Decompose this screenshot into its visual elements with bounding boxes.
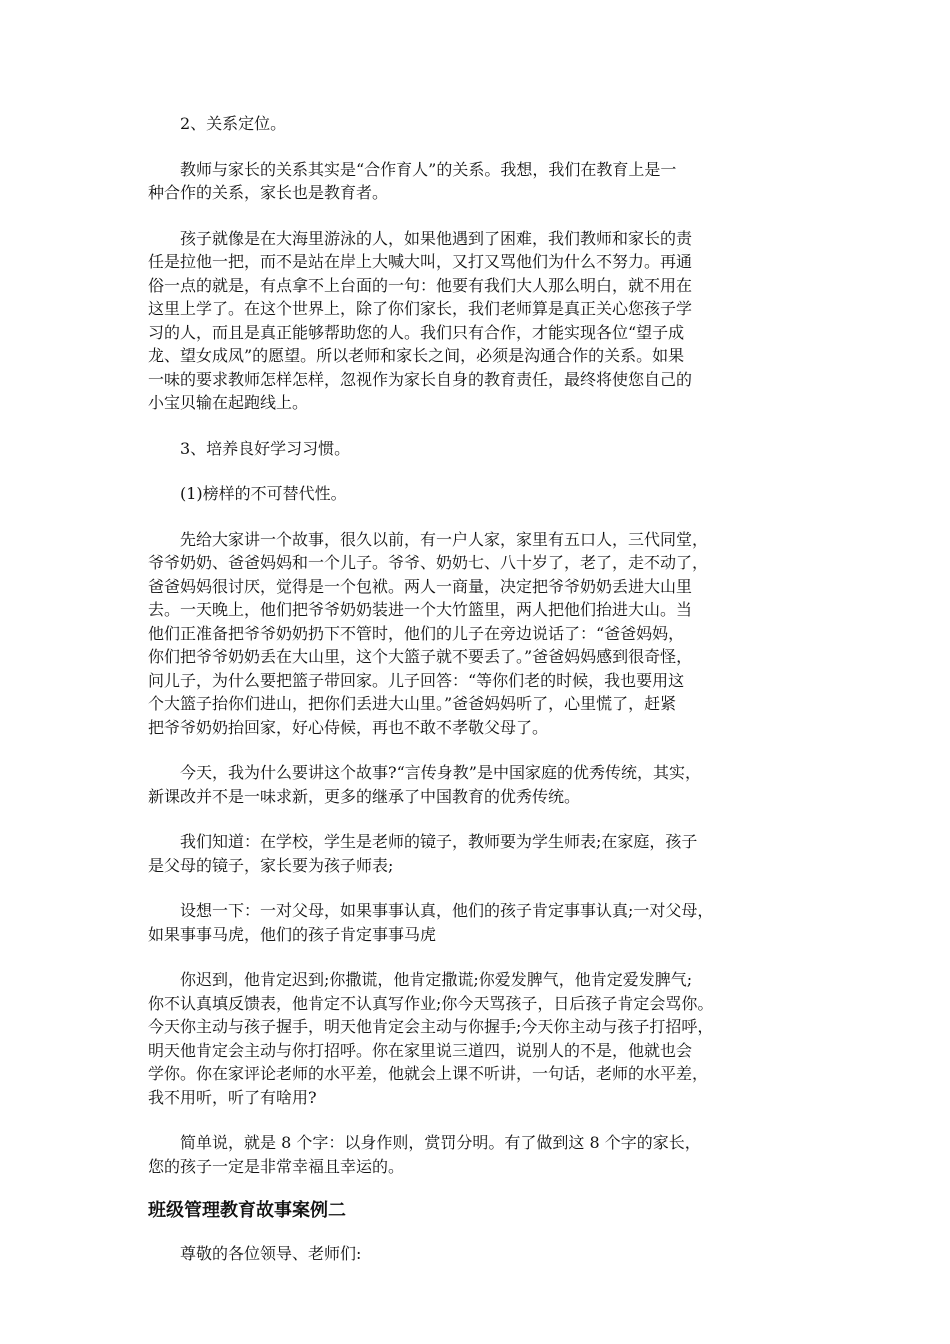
- paragraph-relationship-heading: 2、关系定位。: [180, 114, 287, 133]
- paragraph-swimmer-analogy: 孩子就像是在大海里游泳的人，如果他遇到了困难，我们教师和家长的责 任是拉他一把，而不是站在岸上大喊大叫，又打又骂他们为什么不努力。再通 俗一点的就是，有点拿不上台面的一句：他要有我们大人那么明白，就不用在 这里上学了。在这个世界上，除了你们家长，我们老师算是真正关心您孩子学 习的人，而且是真正能够帮助您的人。我们只有合作，才能实现各位“望子成 龙、望女成凤”的愿望。所以老师和家长之间，必须是沟通合作的关系。如果 一味的要求教师怎样怎样，忽视作为家长自身的教育责任，最终将使您自己的 小宝贝输在起跑线上。: [148, 228, 693, 412]
- paragraph-summary: 简单说，就是 8 个字：以身作则，赏罚分明。有了做到这 8 个字的家长， 您的孩子一定是非常幸福且幸运的。: [148, 1133, 701, 1176]
- paragraph-salutation: 尊敬的各位领导、老师们:: [180, 1244, 362, 1263]
- paragraph-cooperation: 教师与家长的关系其实是“合作育人”的关系。我想，我们在教育上是一 种合作的关系，家长也是教育者。: [148, 159, 677, 202]
- paragraph-role-model-heading: (1)榜样的不可替代性。: [180, 484, 347, 503]
- paragraph-basket-story: 先给大家讲一个故事，很久以前，有一户人家，家里有五口人，三代同堂， 爷爷奶奶、爸爸妈妈和一个儿子。爷爷、奶奶七、八十岁了，老了，走不动了， 爸爸妈妈很讨厌，觉得是一个包袱。两人一商量，决定把爷爷奶奶丢进大山里 去。一天晚上，他们把爷爷奶奶装进一个大竹篮里，两人把他们抬进大山。当 他们正准备把爷爷奶奶扔下不管时，他们的儿子在旁边说话了：“爸爸妈妈， 你们把爷爷奶奶丢在大山里，这个大篮子就不要丢了。”爸爸妈妈感到很奇怪， 问儿子，为什么要把篮子带回家。儿子回答：“等你们老的时候，我也要用这 个大篮子抬你们进山，把你们丢进大山里。”爸爸妈妈听了，心里慌了，赶紧 把爷爷奶奶抬回家，好心侍候，再也不敢不孝敬父母了。: [148, 529, 709, 737]
- section-heading: 班级管理教育故事案例二: [148, 1200, 346, 1221]
- paragraph-imitation: 你迟到，他肯定迟到;你撒谎，他肯定撒谎;你爱发脾气，他肯定爱发脾气; 你不认真填反馈表，他肯定不认真写作业;你今天骂孩子，日后孩子肯定会骂你。 今天你主动与孩子握手，明天他肯定会主动与你握手;今天你主动与孩子打招呼， 明天他肯定会主动与你打招呼。你在家里说三道四，说别人的不是，他就也会 学你。你在家评论老师的水平差，他就会上课不听讲，一句话，老师的水平差， 我不用听，听了有啥用?: [148, 970, 714, 1107]
- paragraph-habits-heading: 3、培养良好学习习惯。: [180, 438, 351, 458]
- paragraph-teach-by-example: 今天，我为什么要讲这个故事?“言传身教”是中国家庭的优秀传统，其实， 新课改并不是一味求新，更多的继承了中国教育的优秀传统。: [148, 763, 701, 806]
- paragraph-mirror: 我们知道：在学校，学生是老师的镜子，教师要为学生师表;在家庭，孩子 是父母的镜子，家长要为孩子师表;: [148, 832, 698, 875]
- document-body: [148, 112, 804, 1266]
- paragraph-imagine: 设想一下：一对父母，如果事事认真，他们的孩子肯定事事认真;一对父母， 如果事事马虎，他们的孩子肯定事事马虎: [148, 901, 714, 944]
